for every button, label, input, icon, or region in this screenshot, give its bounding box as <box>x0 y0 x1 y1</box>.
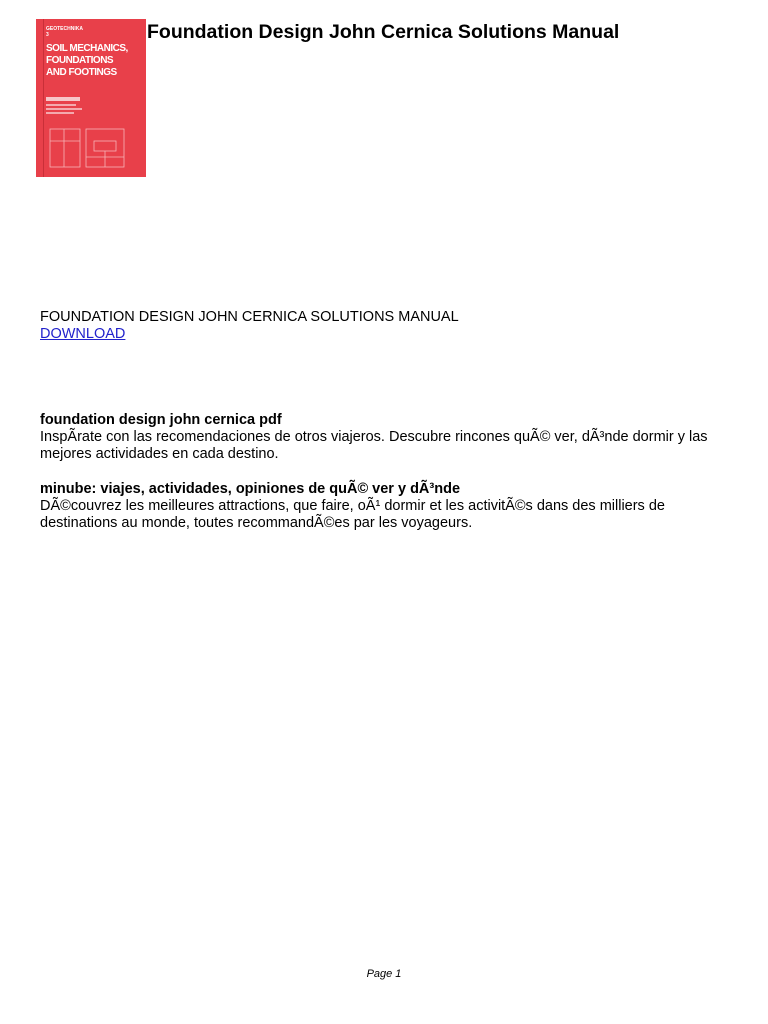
cover-spine-rule <box>43 19 44 177</box>
book-cover-image <box>36 19 146 177</box>
cover-title-line: SOIL MECHANICS, <box>46 43 128 54</box>
section-body: InspÃrate con las recomendaciones de otros viajeros. Descubre rincones quÃ© ver, dÃ³nde dormir y las mejores actividades en cada destino. <box>40 429 708 462</box>
cover-author-strip <box>46 97 80 101</box>
content-section <box>40 412 730 463</box>
cover-title-line: FOUNDATIONS <box>46 55 114 66</box>
page-title: Foundation Design John Cernica Solutions Manual <box>147 21 620 43</box>
cover-text-line <box>46 112 74 114</box>
cover-title-line: AND FOOTINGS <box>46 67 117 78</box>
document-heading-uppercase: FOUNDATION DESIGN JOHN CERNICA SOLUTIONS MANUAL <box>40 309 459 325</box>
cover-title <box>46 43 144 79</box>
section-heading: minube: viajes, actividades, opiniones de quÃ© ver y dÃ³nde <box>40 481 461 497</box>
section-body: DÃ©couvrez les meilleures attractions, que faire, oÃ¹ dormir et les activitÃ©s dans des milliers de destinations au monde, toutes recommandÃ©es par les voyageurs. <box>40 498 665 531</box>
cover-foundation-diagram <box>48 127 128 171</box>
section-heading: foundation design john cernica pdf <box>40 412 282 428</box>
page-number: Page 1 <box>366 968 402 980</box>
cover-text-line <box>46 108 82 110</box>
content-section <box>40 481 730 532</box>
cover-series-label: GEOTECHNIKA 3 <box>46 26 83 38</box>
cover-text-line <box>46 104 76 106</box>
download-link[interactable]: DOWNLOAD <box>40 326 126 342</box>
